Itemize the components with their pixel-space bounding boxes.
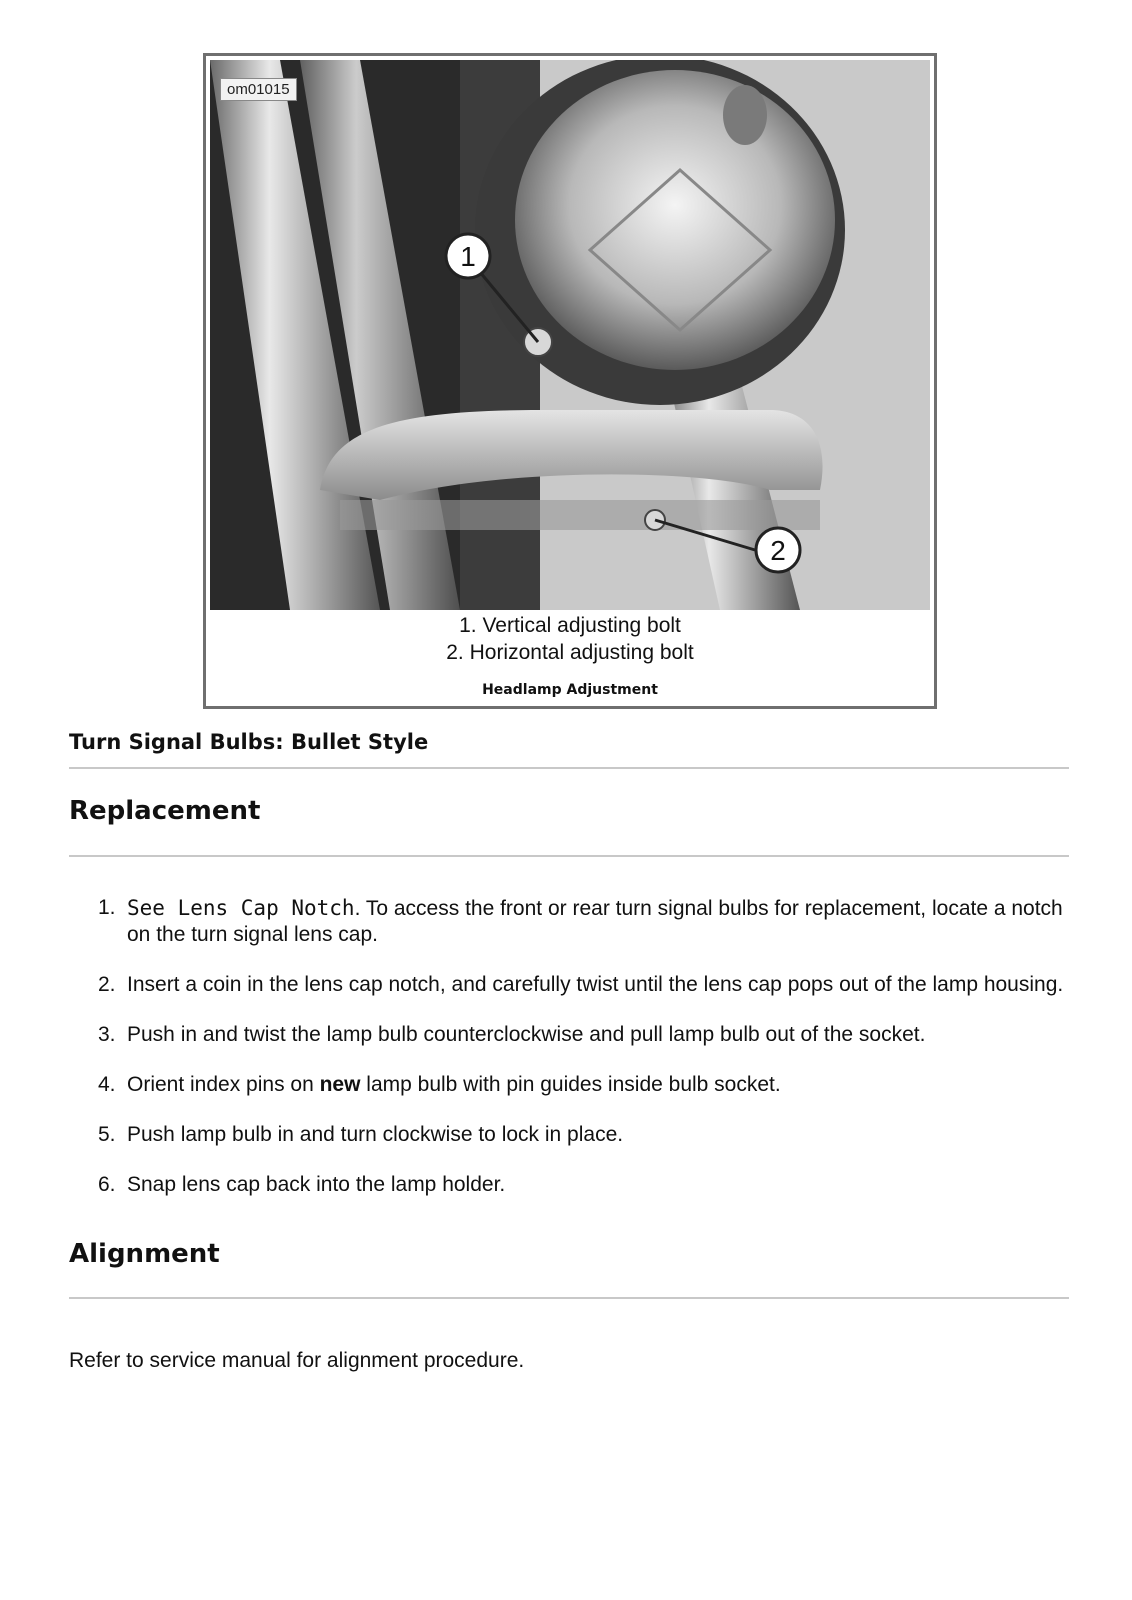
step-item [98, 895, 1073, 948]
lens-cap-notch-link[interactable]: See Lens Cap Notch [127, 896, 355, 920]
headlamp-illustration [210, 60, 930, 610]
step-text: lamp bulb with pin guides inside bulb socket. [360, 1073, 781, 1096]
step-text: Push lamp bulb in and turn clockwise to lock in place. [127, 1123, 624, 1146]
step-emphasis: new [319, 1073, 361, 1096]
divider [69, 855, 1069, 857]
figure-caption: Headlamp Adjustment [482, 682, 658, 698]
figure-headlamp-adjustment [203, 53, 937, 709]
legend-item: 1. Vertical adjusting bolt [459, 614, 681, 637]
legend-item: 2. Horizontal adjusting bolt [446, 641, 694, 664]
step-item [98, 972, 1073, 998]
callout-2-label: 2 [770, 535, 786, 566]
alignment-text: Refer to service manual for alignment procedure. [69, 1349, 525, 1372]
step-text: Push in and twist the lamp bulb counterclockwise and pull lamp bulb out of the socket. [127, 1023, 926, 1046]
step-text: . To access the front or rear turn signal bulbs for replacement, locate a notch on the turn signal lens cap. [127, 897, 1063, 946]
step-item [98, 1122, 1073, 1148]
replacement-steps [98, 895, 1073, 1222]
step-text: Orient index pins on [127, 1073, 320, 1096]
step-number: 5. [98, 1123, 116, 1146]
step-number: 1. [98, 896, 116, 919]
step-item [98, 1172, 1073, 1198]
step-item [98, 1072, 1073, 1098]
step-text: Insert a coin in the lens cap notch, and carefully twist until the lens cap pops out of the lamp housing. [127, 973, 1064, 996]
headlamp-photo [210, 60, 930, 610]
step-text: Snap lens cap back into the lamp holder. [127, 1173, 506, 1196]
step-number: 2. [98, 973, 116, 996]
divider [69, 1297, 1069, 1299]
step-item [98, 1022, 1073, 1048]
figure-legend [206, 612, 934, 666]
section-subheading: Turn Signal Bulbs: Bullet Style [69, 730, 429, 754]
divider [69, 767, 1069, 769]
callout-1-label: 1 [460, 241, 476, 272]
step-number: 4. [98, 1073, 116, 1096]
step-number: 6. [98, 1173, 116, 1196]
alignment-heading: Alignment [69, 1239, 220, 1269]
figure-id-label: om01015 [220, 78, 297, 101]
step-number: 3. [98, 1023, 116, 1046]
replacement-heading: Replacement [69, 796, 261, 826]
